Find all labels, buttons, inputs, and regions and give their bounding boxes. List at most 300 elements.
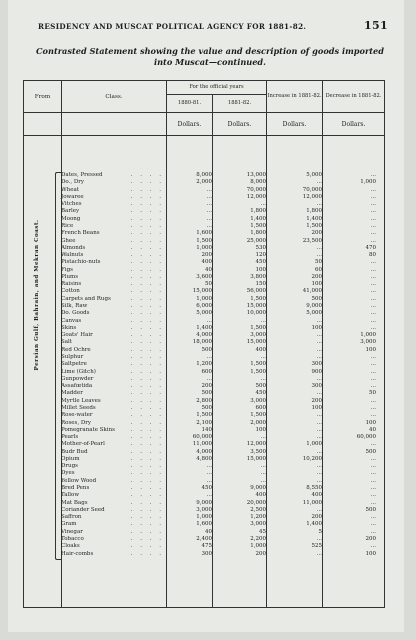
row-value-1880-81: 500	[201, 390, 212, 397]
row-leader-dots: . . . .	[130, 543, 164, 550]
row-class: Barley	[61, 208, 80, 215]
row-value-increase: ...	[316, 470, 322, 477]
row-class: Madder	[61, 390, 83, 397]
row-value-1881-82: 1,500	[250, 412, 266, 419]
row-value-increase: ...	[316, 375, 322, 382]
row-class: Skins	[61, 324, 77, 331]
row-value-1880-81: 2,000	[196, 179, 212, 186]
row-leader-dots: . . . .	[130, 514, 164, 521]
row-value-1881-82: 450	[255, 390, 266, 397]
row-value-1881-82: ...	[260, 201, 266, 208]
row-leader-dots: . . . .	[130, 230, 164, 237]
row-value-decrease: 500	[365, 506, 376, 513]
row-value-increase: 50	[315, 259, 322, 266]
row-class: Budr Bud	[61, 448, 88, 455]
row-value-1881-82: ...	[260, 434, 266, 441]
row-class: Vitches	[61, 201, 82, 208]
units-year-1: Dollars.	[167, 113, 213, 136]
row-leader-dots: . . . .	[130, 375, 164, 382]
row-leader-dots: . . . .	[130, 208, 164, 215]
row-value-1881-82: 9,000	[250, 485, 266, 492]
row-value-increase: 1,800	[306, 208, 322, 215]
row-class: Saltpetre	[61, 361, 87, 368]
row-class: Millet Seeds	[61, 404, 96, 411]
row-value-1881-82: 400	[255, 492, 266, 499]
row-value-decrease: 200	[365, 536, 376, 542]
row-value-1880-81: ...	[206, 354, 212, 360]
row-value-1881-82: 3,000	[250, 397, 266, 404]
running-head-title: RESIDENCY AND MUSCAT POLITICAL AGENCY FOR 1881-82.	[38, 22, 307, 31]
row-value-decrease: 100	[365, 550, 376, 557]
row-value-1881-82: 120	[255, 252, 266, 259]
row-value-increase: ...	[316, 412, 322, 419]
units-decrease: Dollars.	[323, 113, 385, 136]
row-value-decrease: ...	[370, 463, 376, 470]
row-value-1880-81: 6,000	[196, 303, 212, 310]
header-official-years: For the official years	[167, 81, 267, 95]
row-value-decrease: ...	[370, 528, 376, 535]
row-value-1881-82: 13,000	[246, 172, 266, 178]
row-value-1880-81: 4,800	[196, 455, 212, 462]
row-value-decrease: ...	[370, 455, 376, 462]
row-class: Pomegranate Skins	[61, 426, 115, 433]
row-value-increase: ...	[316, 463, 322, 470]
row-leader-dots: . . . .	[130, 499, 164, 506]
row-leader-dots: . . . .	[130, 485, 164, 492]
row-class: Jowaree	[61, 193, 84, 200]
row-value-increase: ...	[316, 390, 322, 397]
row-leader-dots: . . . .	[130, 259, 164, 266]
row-value-1880-81: 200	[201, 252, 212, 259]
row-leader-dots: . . . .	[130, 426, 164, 433]
row-value-1880-81: ...	[206, 463, 212, 470]
row-value-decrease: 1,000	[360, 179, 376, 186]
row-value-1880-81: 8,000	[196, 172, 212, 178]
row-value-1880-81: 60,000	[192, 434, 212, 441]
row-value-decrease: ...	[370, 295, 376, 302]
row-value-decrease: ...	[370, 281, 376, 288]
row-value-decrease: ...	[370, 310, 376, 317]
row-value-decrease: ...	[370, 485, 376, 492]
row-value-1881-82: ...	[260, 317, 266, 324]
row-value-1881-82: 3,500	[250, 448, 266, 455]
row-value-increase: ...	[316, 332, 322, 339]
row-value-1881-82: ...	[260, 375, 266, 382]
row-class: Pistachio-nuts	[61, 259, 101, 266]
row-value-1881-82: 8,000	[250, 179, 266, 186]
row-value-increase: ...	[316, 346, 322, 353]
row-value-1880-81: ...	[206, 375, 212, 382]
row-leader-dots: . . . .	[130, 201, 164, 208]
row-value-increase: 5,000	[306, 310, 322, 317]
row-value-decrease: ...	[370, 266, 376, 273]
row-value-increase: 5,000	[306, 172, 322, 178]
row-value-1880-81: 3,000	[196, 506, 212, 513]
table-row	[23, 551, 384, 559]
row-value-1880-81: 1,200	[196, 361, 212, 368]
row-value-1880-81: ...	[206, 215, 212, 222]
row-value-1880-81: 300	[201, 550, 212, 557]
row-value-1881-82: 3,000	[250, 332, 266, 339]
row-value-decrease: ...	[370, 492, 376, 499]
row-value-1881-82: 1,500	[250, 361, 266, 368]
row-value-1880-81: 18,000	[192, 339, 212, 346]
row-class: Saffron	[61, 514, 82, 521]
units-year-2: Dollars.	[213, 113, 267, 136]
row-value-1881-82: 1,800	[250, 208, 266, 215]
row-class: Coriander Seed	[61, 506, 105, 513]
units-increase: Dollars.	[267, 113, 323, 136]
header-year-1881-82: 1881-82.	[213, 95, 267, 113]
row-class: Tallow	[61, 492, 80, 499]
row-class: Mat Bags	[61, 499, 88, 506]
row-value-decrease: 60,000	[356, 434, 376, 441]
row-class: Red Ochre	[61, 346, 91, 353]
row-value-1881-82: 2,000	[250, 419, 266, 426]
row-value-1880-81: 200	[201, 383, 212, 390]
row-value-decrease: ...	[370, 215, 376, 222]
units-empty-from	[24, 113, 62, 136]
row-value-increase: 41,000	[302, 288, 322, 295]
row-value-1881-82: 12,000	[246, 441, 266, 448]
row-value-increase: 300	[311, 361, 322, 368]
row-value-increase: ...	[316, 317, 322, 324]
row-leader-dots: . . . .	[130, 528, 164, 535]
row-value-1880-81: 2,800	[196, 397, 212, 404]
row-value-1881-82: 10,000	[246, 310, 266, 317]
row-value-decrease: ...	[370, 172, 376, 178]
row-value-decrease: ...	[370, 368, 376, 375]
row-value-1880-81: 15,000	[192, 288, 212, 295]
row-value-1881-82: ...	[260, 463, 266, 470]
row-class: Opium	[61, 455, 80, 462]
row-value-1881-82: 500	[255, 383, 266, 390]
row-leader-dots: . . . .	[130, 237, 164, 244]
row-value-1881-82: 56,000	[246, 288, 266, 295]
row-value-1881-82: 15,000	[246, 303, 266, 310]
row-value-1881-82: 1,200	[250, 514, 266, 521]
row-value-increase: 200	[311, 230, 322, 237]
row-leader-dots: . . . .	[130, 470, 164, 477]
region-side-label-text: Persian Gulf, Bahrain, and Mekran Coast.	[34, 219, 40, 371]
row-value-1880-81: ...	[206, 201, 212, 208]
row-value-decrease: ...	[370, 201, 376, 208]
row-leader-dots: . . . .	[130, 303, 164, 310]
row-value-1881-82: 100	[255, 426, 266, 433]
row-value-increase: ...	[316, 434, 322, 441]
row-value-increase: 500	[311, 295, 322, 302]
row-value-1881-82: 150	[255, 281, 266, 288]
row-leader-dots: . . . .	[130, 317, 164, 324]
row-value-1881-82: 1,500	[250, 368, 266, 375]
row-class: Cloaks	[61, 543, 80, 550]
table-caption	[28, 46, 392, 67]
row-value-decrease: ...	[370, 259, 376, 266]
row-value-1880-81: 400	[201, 259, 212, 266]
row-leader-dots: . . . .	[130, 434, 164, 441]
row-value-1880-81: ...	[206, 477, 212, 484]
row-leader-dots: . . . .	[130, 288, 164, 295]
row-class: Figs	[61, 266, 73, 273]
row-value-1880-81: 1,400	[196, 324, 212, 331]
row-value-1881-82: 200	[255, 550, 266, 557]
row-class: Rice	[61, 222, 74, 229]
row-value-1880-81: 1,600	[196, 521, 212, 528]
row-value-increase: ...	[316, 179, 322, 186]
row-value-increase: ...	[316, 536, 322, 542]
row-leader-dots: . . . .	[130, 324, 164, 331]
row-class: Canvas	[61, 317, 82, 324]
row-leader-dots: . . . .	[130, 455, 164, 462]
row-leader-dots: . . . .	[130, 361, 164, 368]
row-value-increase: ...	[316, 477, 322, 484]
row-value-1881-82: 1,500	[250, 222, 266, 229]
row-value-increase: 200	[311, 514, 322, 521]
row-value-increase: 1,400	[306, 521, 322, 528]
row-leader-dots: . . . .	[130, 404, 164, 411]
row-value-1880-81: ...	[206, 317, 212, 324]
row-value-increase: ...	[316, 506, 322, 513]
row-class: Roses, Dry	[61, 419, 91, 426]
row-leader-dots: . . . .	[130, 412, 164, 419]
row-value-1881-82: ...	[260, 354, 266, 360]
row-value-1880-81: 1,500	[196, 237, 212, 244]
row-value-decrease: 40	[369, 426, 376, 433]
row-leader-dots: . . . .	[130, 339, 164, 346]
header-increase: Increase in 1881-82.	[267, 81, 323, 113]
row-value-1880-81: 500	[201, 346, 212, 353]
row-value-1880-81: ...	[206, 492, 212, 499]
row-class: Myrtle Leaves	[61, 397, 101, 404]
row-value-decrease: 3,000	[360, 339, 376, 346]
row-value-increase: ...	[316, 419, 322, 426]
row-value-1881-82: 15,000	[246, 455, 266, 462]
row-value-1880-81: ...	[206, 193, 212, 200]
row-value-1880-81: 40	[205, 528, 212, 535]
row-leader-dots: . . . .	[130, 390, 164, 397]
row-class: Assafœtida	[61, 383, 93, 390]
row-leader-dots: . . . .	[130, 215, 164, 222]
row-value-increase: ...	[316, 339, 322, 346]
row-leader-dots: . . . .	[130, 186, 164, 193]
row-value-1880-81: 450	[201, 485, 212, 492]
row-value-decrease: ...	[370, 273, 376, 280]
row-leader-dots: . . . .	[130, 521, 164, 528]
row-value-decrease: 1,000	[360, 332, 376, 339]
row-value-decrease: ...	[370, 324, 376, 331]
row-value-1880-81: ...	[206, 470, 212, 477]
row-class: Salt	[61, 339, 73, 346]
row-leader-dots: . . . .	[130, 222, 164, 229]
row-leader-dots: . . . .	[130, 332, 164, 339]
row-class: Hair-combs	[61, 550, 94, 557]
row-value-increase: ...	[316, 448, 322, 455]
row-class: Pearls	[61, 434, 79, 441]
row-class: Drugs	[61, 463, 78, 470]
row-leader-dots: . . . .	[130, 419, 164, 426]
row-value-decrease: ...	[370, 237, 376, 244]
row-value-1880-81: 2,100	[196, 419, 212, 426]
row-value-1881-82: 20,000	[246, 499, 266, 506]
row-value-1881-82: ...	[260, 477, 266, 484]
row-value-1880-81: 2,400	[196, 536, 212, 542]
header-from: From	[24, 81, 62, 113]
row-value-increase: 70,000	[302, 186, 322, 193]
row-class: Silk, Raw	[61, 303, 88, 310]
header-year-1880-81: 1880-81.	[167, 95, 213, 113]
row-class: Do., Dry	[61, 179, 85, 186]
row-leader-dots: . . . .	[130, 550, 164, 557]
row-value-increase: 9,000	[306, 303, 322, 310]
row-value-1880-81: 5,000	[196, 310, 212, 317]
row-class: French Beans	[61, 230, 100, 237]
row-value-1880-81: 4,000	[196, 332, 212, 339]
row-value-decrease: ...	[370, 441, 376, 448]
row-value-decrease: 500	[365, 448, 376, 455]
row-leader-dots: . . . .	[130, 477, 164, 484]
row-leader-dots: . . . .	[130, 492, 164, 499]
header-class: Class.	[62, 81, 167, 113]
row-value-increase: 60	[315, 266, 322, 273]
page-number: 151	[363, 19, 388, 32]
row-class: Ghee	[61, 237, 76, 244]
row-value-decrease: ...	[370, 222, 376, 229]
row-value-increase: ...	[316, 354, 322, 360]
row-class: Tobacco	[61, 536, 84, 542]
row-value-decrease: ...	[370, 543, 376, 550]
row-leader-dots: . . . .	[130, 397, 164, 404]
row-value-1881-82: 1,000	[250, 543, 266, 550]
row-value-1881-82: 1,500	[250, 295, 266, 302]
row-value-1881-82: 450	[255, 259, 266, 266]
row-value-increase: ...	[316, 426, 322, 433]
row-class: Do. Goods	[61, 310, 90, 317]
header-decrease: Decrease in 1881-82.	[323, 81, 385, 113]
row-value-decrease: 470	[365, 244, 376, 251]
row-value-increase: ...	[316, 252, 322, 259]
row-value-increase: ...	[316, 244, 322, 251]
caption-line-1: Contrasted Statement showing the value and description of goods imported	[36, 46, 384, 56]
row-leader-dots: . . . .	[130, 448, 164, 455]
row-value-increase: 1,400	[306, 215, 322, 222]
row-class: Dyes	[61, 470, 75, 477]
row-value-increase: 100	[311, 324, 322, 331]
row-value-1880-81: 1,000	[196, 244, 212, 251]
row-value-1880-81: ...	[206, 208, 212, 215]
row-class: Almonds	[61, 244, 86, 251]
row-class: Goats' Hair	[61, 332, 93, 339]
row-value-increase: 10,200	[302, 455, 322, 462]
row-value-1881-82: 1,400	[250, 215, 266, 222]
row-value-1881-82: 100	[255, 266, 266, 273]
row-value-decrease: ...	[370, 521, 376, 528]
row-leader-dots: . . . .	[130, 506, 164, 513]
row-value-increase: ...	[316, 550, 322, 557]
row-value-decrease: ...	[370, 477, 376, 484]
row-value-1881-82: 70,000	[246, 186, 266, 193]
row-value-1881-82: 530	[255, 244, 266, 251]
row-value-decrease: ...	[370, 230, 376, 237]
row-value-1881-82: 400	[255, 346, 266, 353]
row-value-increase: 11,000	[302, 499, 322, 506]
row-leader-dots: . . . .	[130, 441, 164, 448]
row-value-increase: 23,500	[302, 237, 322, 244]
row-value-decrease: ...	[370, 193, 376, 200]
row-class: Cotton	[61, 288, 80, 295]
row-value-1880-81: 3,600	[196, 273, 212, 280]
row-value-1880-81: 1,000	[196, 514, 212, 521]
row-leader-dots: . . . .	[130, 536, 164, 542]
row-value-1881-82: 15,000	[246, 339, 266, 346]
row-value-1881-82: 600	[255, 404, 266, 411]
row-value-increase: 525	[311, 543, 322, 550]
row-value-1880-81: 11,000	[192, 441, 212, 448]
row-value-decrease: ...	[370, 499, 376, 506]
row-class: Bred Pens	[61, 485, 90, 492]
row-value-increase: ...	[316, 201, 322, 208]
row-value-decrease: ...	[370, 514, 376, 521]
row-value-1880-81: 40	[205, 266, 212, 273]
row-value-1880-81: 140	[201, 426, 212, 433]
row-value-decrease: 100	[365, 346, 376, 353]
row-leader-dots: . . . .	[130, 193, 164, 200]
row-leader-dots: . . . .	[130, 295, 164, 302]
row-value-decrease: ...	[370, 412, 376, 419]
row-leader-dots: . . . .	[130, 179, 164, 186]
row-class: Sulphur	[61, 354, 84, 360]
row-leader-dots: . . . .	[130, 368, 164, 375]
row-class: Raisins	[61, 281, 82, 288]
row-value-increase: 12,000	[302, 193, 322, 200]
row-value-1880-81: 4,000	[196, 448, 212, 455]
row-value-1880-81: ...	[206, 222, 212, 229]
row-value-1881-82: ...	[260, 470, 266, 477]
row-value-increase: 200	[311, 397, 322, 404]
row-value-decrease: ...	[370, 470, 376, 477]
row-leader-dots: . . . .	[130, 346, 164, 353]
row-value-1881-82: 3,800	[250, 273, 266, 280]
row-class: Dates, Pressed	[61, 172, 103, 178]
row-value-1881-82: 12,000	[246, 193, 266, 200]
row-leader-dots: . . . .	[130, 463, 164, 470]
row-value-decrease: ...	[370, 186, 376, 193]
row-class: Carpets and Rugs	[61, 295, 111, 302]
row-leader-dots: . . . .	[130, 252, 164, 259]
row-class: Rose-water	[61, 412, 93, 419]
row-value-increase: 400	[311, 492, 322, 499]
row-value-increase: 100	[311, 281, 322, 288]
row-value-1881-82: 1,800	[250, 230, 266, 237]
row-value-increase: 1,500	[306, 222, 322, 229]
row-leader-dots: . . . .	[130, 266, 164, 273]
row-value-1880-81: ...	[206, 186, 212, 193]
row-value-1880-81: 1,000	[196, 295, 212, 302]
row-value-1880-81: 1,500	[196, 412, 212, 419]
row-value-1880-81: 475	[201, 543, 212, 550]
row-value-1881-82: 45	[259, 528, 266, 535]
row-value-1881-82: 25,000	[246, 237, 266, 244]
row-value-decrease: ...	[370, 361, 376, 368]
row-value-increase: 900	[311, 368, 322, 375]
units-empty-class	[62, 113, 167, 136]
row-leader-dots: . . . .	[130, 172, 164, 178]
row-value-increase: 5	[318, 528, 322, 535]
row-value-1880-81: 50	[205, 281, 212, 288]
caption-line-2: into Muscat—continued.	[153, 56, 267, 67]
row-value-decrease: ...	[370, 208, 376, 215]
row-class: Yellow Wood	[61, 477, 97, 484]
row-value-1881-82: 2,500	[250, 506, 266, 513]
